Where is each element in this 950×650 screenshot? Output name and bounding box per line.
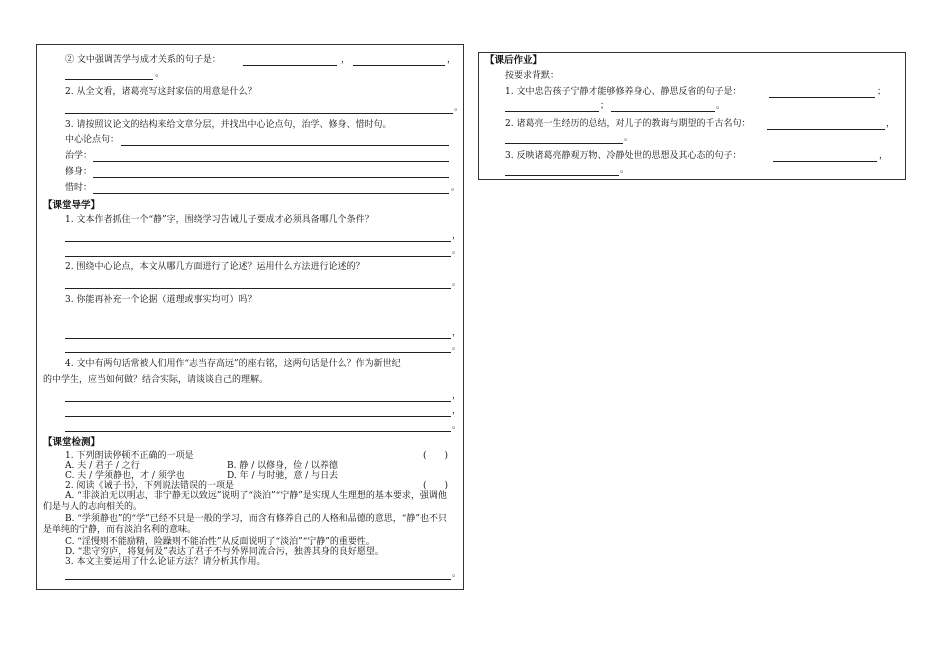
option-d: D. 年 / 与时驰，意 / 与日去 bbox=[227, 471, 339, 481]
answer-line[interactable] bbox=[93, 193, 449, 194]
section-title-homework: 【课后作业】 bbox=[485, 55, 543, 66]
left-worksheet-panel bbox=[36, 44, 464, 590]
homework-question-1: 1. 文中忠告孩子宁静才能够修养身心、静思反省的句子是： bbox=[505, 87, 742, 97]
option-a: A. “非淡泊无以明志，非宁静无以致远”说明了“淡泊”“宁静”是实现人生理想的基本要求，强调他们是与人的志向相关的。 bbox=[43, 491, 447, 512]
section-title-class-guide: 【课堂导学】 bbox=[43, 200, 101, 211]
answer-line[interactable] bbox=[611, 111, 715, 112]
guide-question-2: 2. 围绕中心论点，本文从哪几方面进行了论述？运用什么方法进行论述的？ bbox=[65, 262, 365, 272]
semicolon: ； bbox=[600, 101, 610, 111]
comma: ， bbox=[879, 151, 889, 161]
comma: ， bbox=[452, 328, 462, 338]
answer-line[interactable] bbox=[243, 65, 337, 66]
answer-line[interactable] bbox=[65, 338, 451, 339]
guide-question-1: 1. 文本作者抓住一个“静”字，围绕学习告诫儿子要成才必须具备哪几个条件？ bbox=[65, 215, 374, 225]
option-a: A. 夫 / 君子 / 之行 bbox=[65, 461, 140, 471]
comma: ， bbox=[886, 119, 896, 129]
answer-line[interactable] bbox=[505, 143, 623, 144]
option-b: B. 静 / 以修身，俭 / 以养德 bbox=[227, 461, 338, 471]
answer-line[interactable] bbox=[773, 161, 877, 162]
test-question-3: 3. 本文主要运用了什么论证方法？请分析其作用。 bbox=[65, 557, 266, 567]
guide-question-3: 3. 你能再补充一个论据（道理或事实均可）吗？ bbox=[65, 295, 257, 305]
answer-line[interactable] bbox=[769, 97, 875, 98]
answer-line[interactable] bbox=[65, 256, 451, 257]
question-letter-purpose: 2. 从全文看，诸葛亮写这封家信的用意是什么？ bbox=[65, 87, 257, 97]
label-center-thesis: 中心论点句： bbox=[65, 135, 120, 145]
homework-question-2: 2. 诸葛亮一生经历的总结，对儿子的教诲与期望的千古名句： bbox=[505, 119, 751, 129]
answer-line[interactable] bbox=[65, 431, 451, 432]
period: 。 bbox=[452, 278, 462, 288]
option-d: D. “悲守穷庐，将复何及”表达了君子不与外界同流合污，独善其身的良好愿望。 bbox=[65, 547, 384, 557]
label-time: 惜时： bbox=[65, 183, 93, 193]
comma: ， bbox=[452, 231, 462, 241]
semicolon: ； bbox=[877, 87, 887, 97]
period: 。 bbox=[452, 342, 462, 352]
answer-line[interactable] bbox=[65, 79, 153, 80]
answer-line[interactable] bbox=[65, 241, 451, 242]
right-homework-panel bbox=[478, 52, 906, 180]
answer-line[interactable] bbox=[65, 416, 451, 417]
option-c: C. “淫慢则不能励精，险躁则不能冶性”从反面说明了“淡泊”“宁静”的重要性。 bbox=[65, 537, 375, 547]
test-question-2: 2. 阅读《诫子书》，下列说法错误的一项是 bbox=[65, 481, 234, 491]
answer-line[interactable] bbox=[65, 288, 451, 289]
period: 。 bbox=[452, 421, 462, 431]
comma: ， bbox=[341, 55, 351, 65]
answer-line[interactable] bbox=[93, 161, 449, 162]
option-c: C. 夫 / 学须静也，才 / 须学也 bbox=[65, 471, 185, 481]
answer-line[interactable] bbox=[65, 401, 451, 402]
answer-line[interactable] bbox=[505, 175, 619, 176]
period: 。 bbox=[620, 165, 630, 175]
comma: ， bbox=[452, 391, 462, 401]
option-b: B. “学须静也”的“学”已经不只是一般的学习，而含有修养自己的人格和品德的意思，“静”也不只是单纯的宁静，而有淡泊名利的意味。 bbox=[43, 514, 447, 535]
homework-question-3: 3. 反映诸葛亮静观万物、冷静处世的思想及其心态的句子： bbox=[505, 151, 742, 161]
answer-line[interactable] bbox=[121, 145, 449, 146]
period: 。 bbox=[716, 101, 726, 111]
answer-line[interactable] bbox=[505, 111, 599, 112]
period: 。 bbox=[452, 246, 462, 256]
answer-bracket[interactable]: ( ) bbox=[423, 481, 449, 491]
period: 。 bbox=[452, 569, 462, 579]
guide-question-4-cont: 的中学生，应当如何做？结合实际，请谈谈自己的理解。 bbox=[43, 375, 269, 385]
question-hard-study-sentence: ② 文中强调苦学与成才关系的句子是： bbox=[65, 55, 221, 65]
label-cultivate: 修身： bbox=[65, 167, 93, 177]
period: 。 bbox=[454, 103, 464, 113]
period: 。 bbox=[155, 69, 165, 79]
guide-question-4: 4. 文中有两句话常被人们用作“志当存高远”的座右铭，这两句话是什么？作为新世纪 bbox=[65, 359, 401, 369]
answer-bracket[interactable]: ( ) bbox=[423, 451, 449, 461]
answer-line[interactable] bbox=[767, 129, 885, 130]
comma: ， bbox=[452, 406, 462, 416]
period: 。 bbox=[451, 183, 461, 193]
test-question-1: 1. 下列朗读停顿不正确的一项是 bbox=[65, 451, 194, 461]
answer-line[interactable] bbox=[353, 65, 445, 66]
answer-line[interactable] bbox=[65, 579, 451, 580]
answer-line[interactable] bbox=[93, 177, 449, 178]
period: 。 bbox=[624, 133, 634, 143]
homework-intro: 按要求背默： bbox=[505, 71, 560, 81]
answer-line[interactable] bbox=[65, 352, 451, 353]
question-structure: 3. 请按照议论文的结构来给文章分层，并找出中心论点句，治学、修身、惜时句。 bbox=[65, 120, 392, 130]
answer-line[interactable] bbox=[65, 113, 453, 114]
comma: ， bbox=[447, 55, 457, 65]
section-title-class-test: 【课堂检测】 bbox=[43, 437, 101, 448]
label-study: 治学： bbox=[65, 151, 93, 161]
